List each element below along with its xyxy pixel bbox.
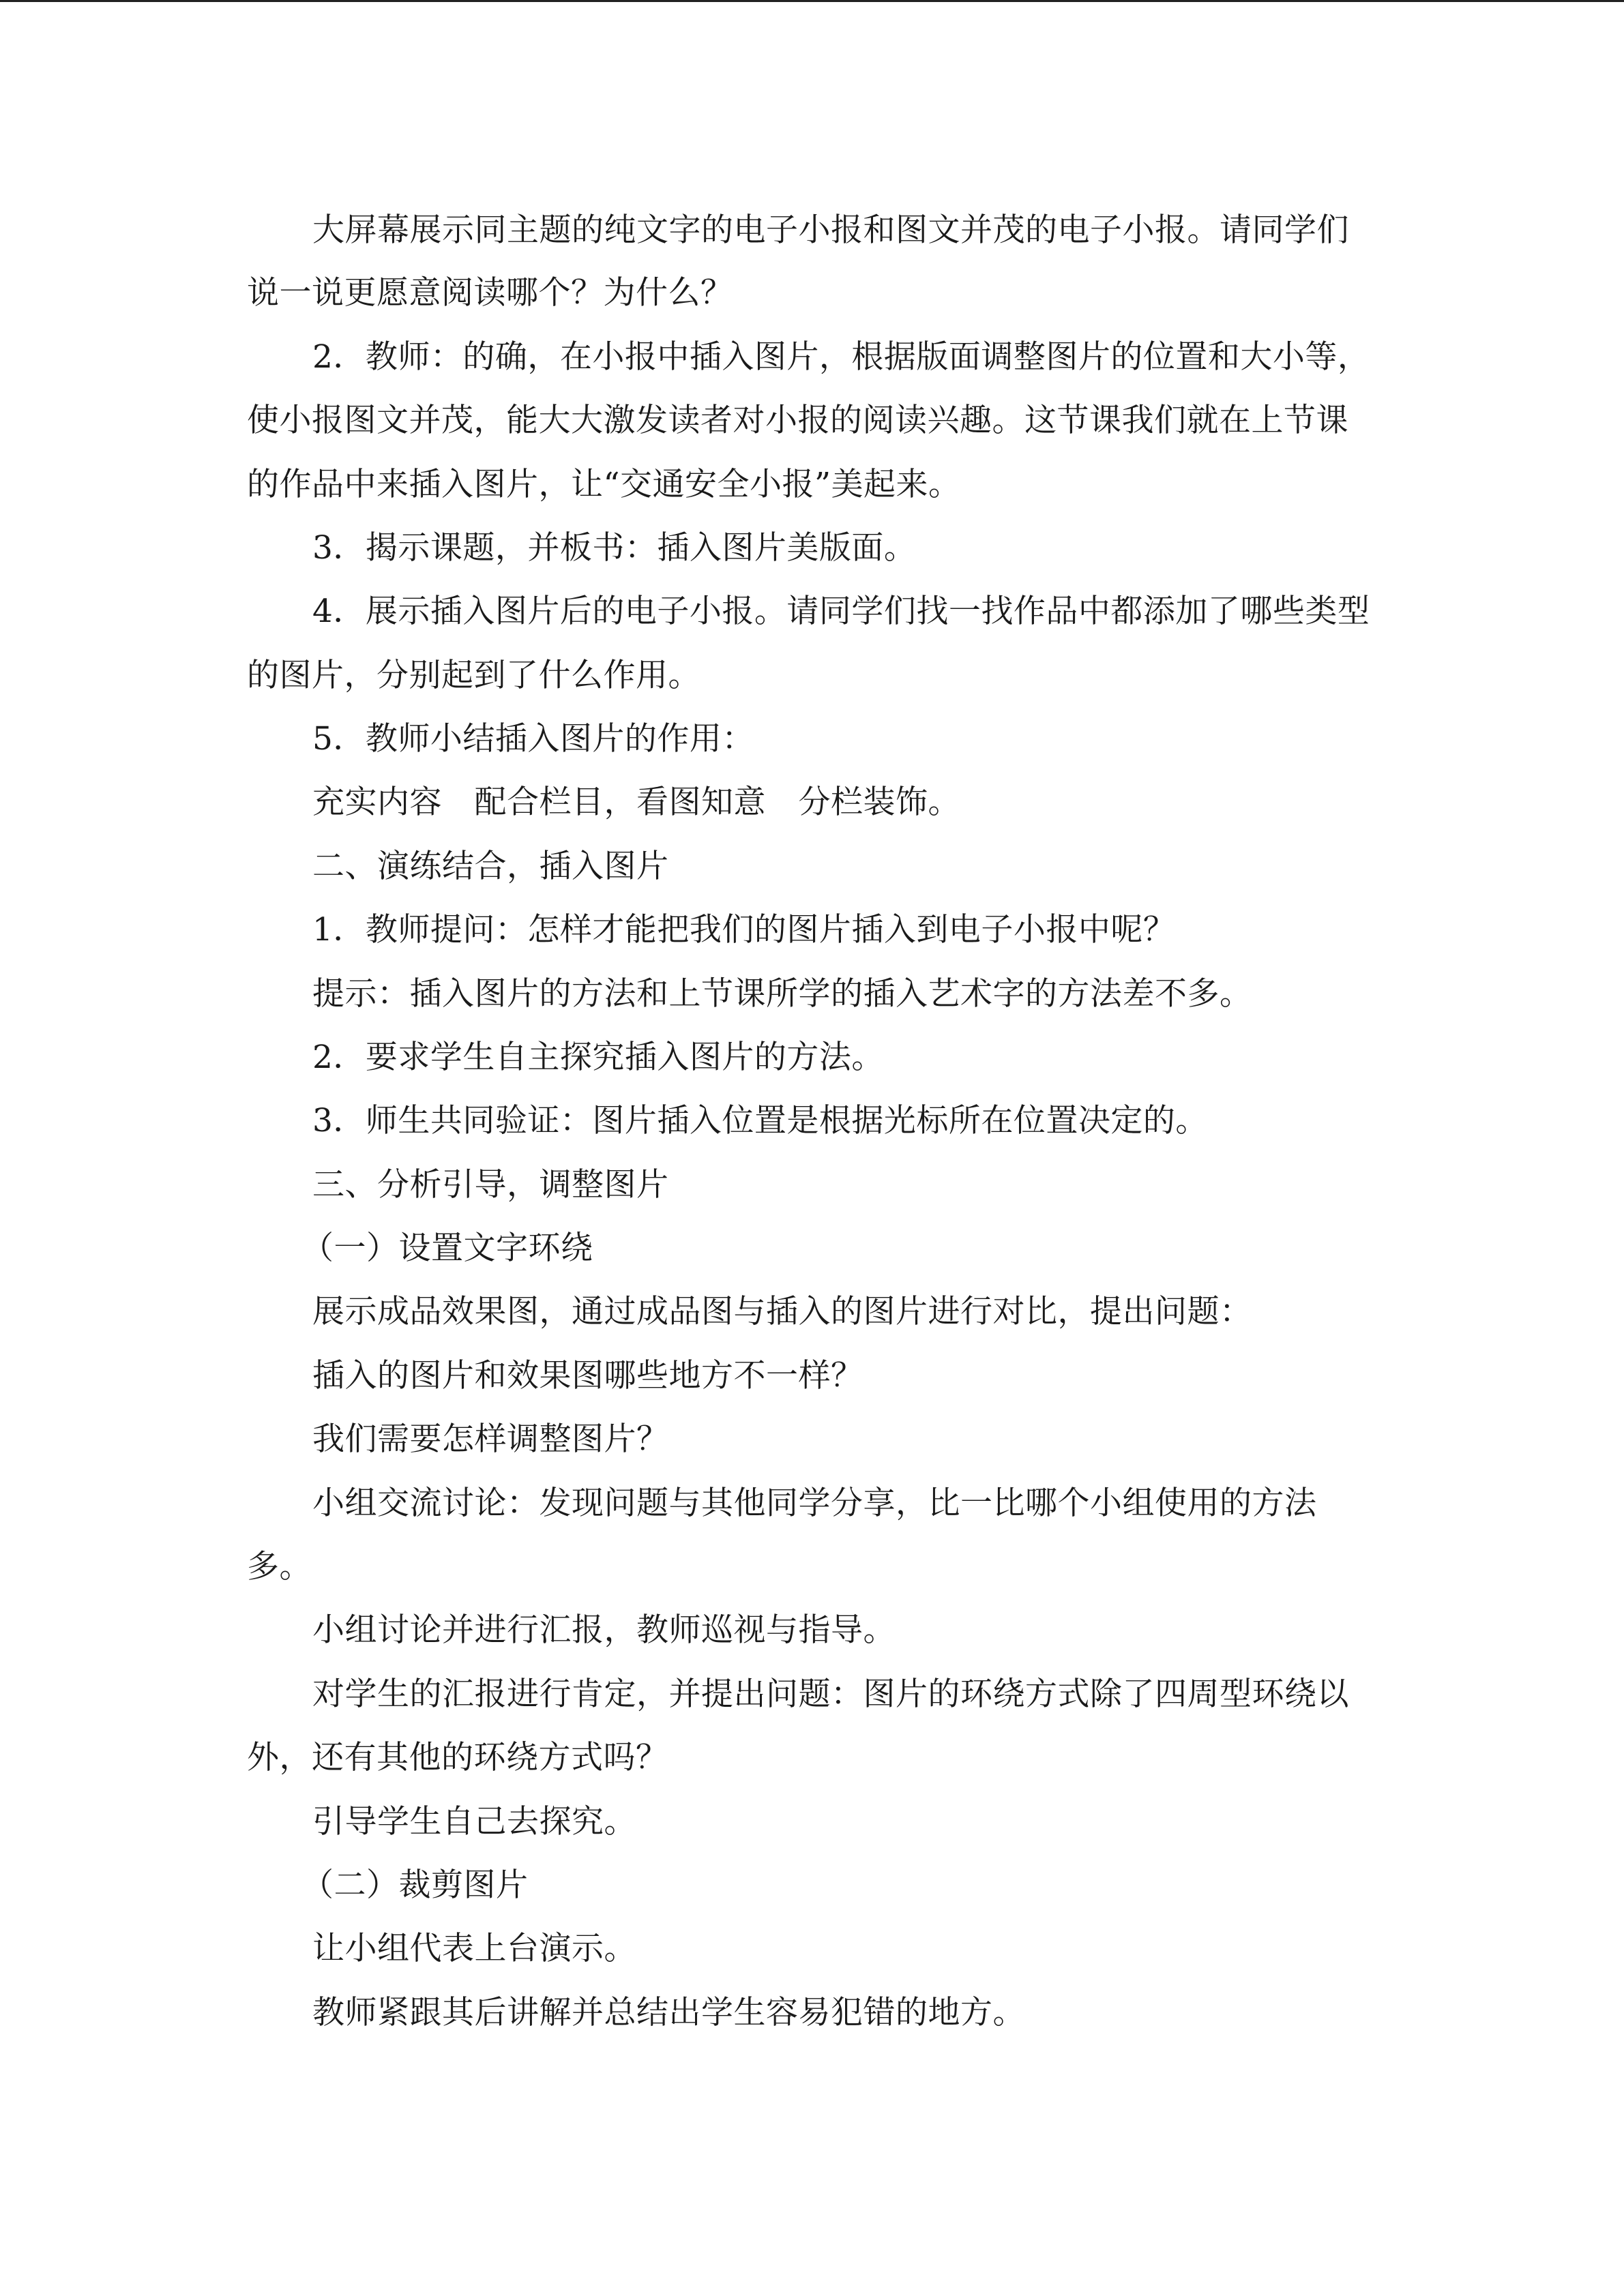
section-heading: 二、演练结合，插入图片 — [312, 848, 669, 885]
paragraph-line: 提示：插入图片的方法和上节课所学的插入艺术字的方法差不多。 — [312, 975, 1252, 1013]
paragraph-line: 3．师生共同验证：图片插入位置是根据光标所在位置决定的。 — [312, 1102, 1208, 1139]
paragraph-line: 的作品中来插入图片，让“交通安全小报”美起来。 — [247, 466, 961, 503]
paragraph-line: 充实内容 配合栏目，看图知意 分栏装饰。 — [312, 784, 960, 821]
page-top-border — [0, 0, 1624, 2]
paragraph-line: 小组讨论并进行汇报，教师巡视与指导。 — [312, 1611, 896, 1649]
paragraph-line: 的图片，分别起到了什么作用。 — [247, 657, 700, 694]
paragraph-line: 2．教师：的确，在小报中插入图片，根据版面调整图片的位置和大小等， — [312, 338, 1370, 376]
paragraph-line: 说一说更愿意阅读哪个？为什么？ — [247, 274, 733, 312]
subsection-heading: （二）裁剪图片 — [301, 1866, 529, 1904]
paragraph-line: 展示成品效果图，通过成品图与插入的图片进行对比，提出问题： — [312, 1293, 1252, 1330]
paragraph-line: 插入的图片和效果图哪些地方不一样？ — [312, 1357, 863, 1395]
paragraph-line: 对学生的汇报进行肯定，并提出问题：图片的环绕方式除了四周型环绕以 — [312, 1675, 1349, 1713]
paragraph-line: 2．要求学生自主探究插入图片的方法。 — [312, 1039, 884, 1076]
paragraph-line: 我们需要怎样调整图片？ — [312, 1420, 669, 1458]
paragraph-line: 外，还有其他的环绕方式吗？ — [247, 1739, 668, 1776]
section-heading: 三、分析引导，调整图片 — [312, 1166, 669, 1204]
paragraph-line: 3．揭示课题，并板书：插入图片美版面。 — [312, 529, 917, 567]
paragraph-line: 小组交流讨论：发现问题与其他同学分享，比一比哪个小组使用的方法 — [312, 1485, 1317, 1522]
paragraph-line: 引导学生自己去探究。 — [312, 1803, 636, 1840]
paragraph-line: 让小组代表上台演示。 — [312, 1930, 636, 1967]
paragraph-line: 使小报图文并茂，能大大激发读者对小报的阅读兴趣。这节课我们就在上节课 — [247, 402, 1348, 439]
paragraph-line: 4．展示插入图片后的电子小报。请同学们找一找作品中都添加了哪些类型 — [312, 593, 1370, 630]
paragraph-line: 5．教师小结插入图片的作用： — [312, 720, 754, 758]
paragraph-line: 多。 — [247, 1548, 312, 1585]
subsection-heading: （一）设置文字环绕 — [301, 1229, 593, 1267]
paragraph-line: 教师紧跟其后讲解并总结出学生容易犯错的地方。 — [312, 1994, 1025, 2031]
paragraph-line: 1．教师提问：怎样才能把我们的图片插入到电子小报中呢？ — [312, 911, 1176, 949]
paragraph-line: 大屏幕展示同主题的纯文字的电子小报和图文并茂的电子小报。请同学们 — [312, 211, 1349, 249]
